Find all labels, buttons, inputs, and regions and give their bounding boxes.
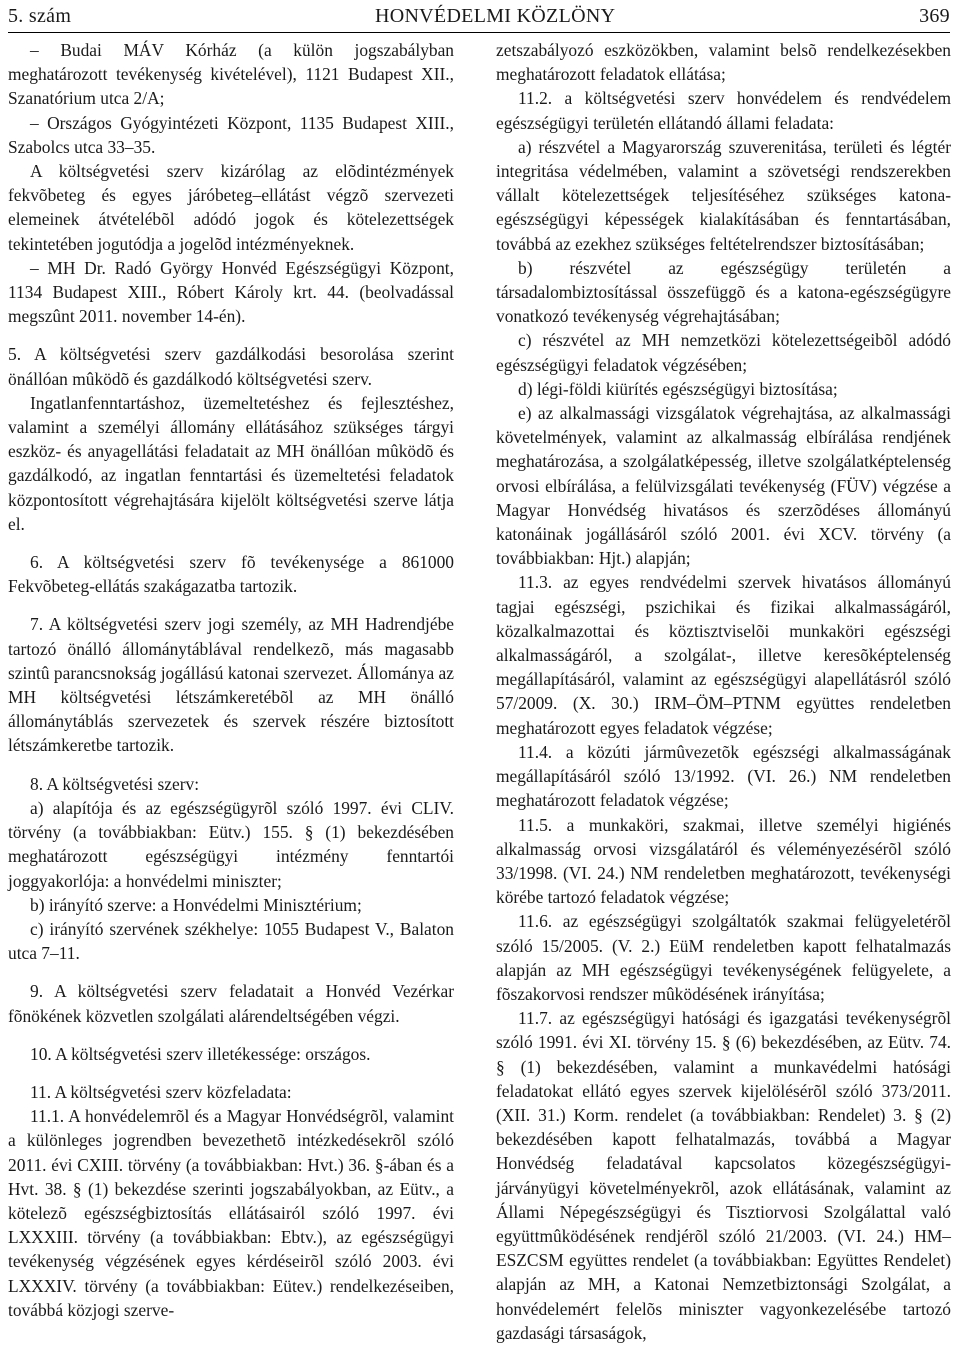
paragraph: 5. A költségvetési szerv gazdálkodási besorolása szerint önállóan mûködõ és gazdálkodó költségvetési szerv.: [8, 344, 454, 389]
paragraph: e) az alkalmassági vizsgálatok végrehajtása, az alkalmassági követelmények, valamint az alkalmasság elbírálása rendjének meghatározása, a szolgálatképesség, illetve szolgálatképtelenség orvosi elbírálása, a felülvizsgálati tevékenység (FÜV) végzése a Magyar Honvédség hivatásos és szerzõdéses állományú katonáinak jogállásáról szóló 2001. évi XCV. törvény (a továbbiakban: Hjt.) alapján;: [496, 403, 951, 569]
paragraph: 11.6. az egészségügyi szolgáltatók szakmai felügyeletérõl szóló 15/2005. (V. 2.) EüM rendeletben kapott felhatalmazás alapján az MH egészségügyi tevékenységének felügyelete, a fõszakorvosi rendszer mûködésének irányítása;: [496, 911, 951, 1004]
paragraph: Ingatlanfenntartáshoz, üzemeltetéshez és fejlesztéshez, valamint a személyi állomány ellátásához szükséges tárgyi eszköz- és anyagellátási feladatait az MH önállóan mûködõ és gazdálkodó, az ingatlan fenntartási és üzemeltetési feladatok központosított végrehajtására kijelölt költségvetési szerve látja el.: [8, 392, 454, 534]
page-number: 369: [919, 4, 950, 27]
paragraph: 9. A költségvetési szerv feladatait a Honvéd Vezérkar fõnökének közvetlen szolgálati alárendeltségében végzi.: [8, 981, 454, 1026]
paragraph: c) részvétel az MH nemzetközi kötelezettségeibõl adódó egészségügyi feladatok végzésében;: [496, 330, 951, 375]
paragraph: – Budai MÁV Kórház (a külön jogszabályban meghatározott tevékenység kivételével), 1121 Budapest XII., Szanatórium utca 2/A;: [8, 40, 454, 109]
paragraph-gap: [8, 965, 454, 979]
publication-title: HONVÉDELMI KÖZLÖNY: [374, 4, 616, 27]
paragraph: 6. A költségvetési szerv fõ tevékenysége a 861000 Fekvõbeteg-ellátás szakágazatba tartozik.: [8, 552, 454, 597]
paragraph: b) irányító szerve: a Honvédelmi Minisztérium;: [30, 894, 362, 915]
paragraph: 11.1. A honvédelemrõl és a Magyar Honvédségrõl, valamint a különleges jogrendben bevezethetõ intézkedésekrõl szóló 2011. évi CXIII. törvény (a továbbiakban: Hvt.) 36. §-ában és a Hvt. 38. § (1) bekezdése szerinti jogszabályokban, az Eütv., a kötelezõ egészségbiztosítás ellátásairól szóló 1997. évi LXXXIII. törvény (a továbbiakban: Ebtv.), az egészségügyi tevékenység végzésének egyes kérdéseirõl szóló 2003. évi LXXXIV. törvény (a továbbiakban: Eütev.) rendelkezéseiben, továbbá közjogi szerve-: [8, 1106, 454, 1320]
paragraph-gap: [8, 536, 454, 550]
issue-number: 5. szám: [8, 4, 72, 27]
paragraph: 10. A költségvetési szerv illetékessége: országos.: [30, 1043, 371, 1064]
paragraph: – Országos Gyógyintézeti Központ, 1135 Budapest XIII., Szabolcs utca 33–35.: [8, 112, 454, 157]
paragraph: 11.3. az egyes rendvédelmi szervek hivatásos állományú tagjai egészségi, pszichikai és fizikai alkalmasságáról, közalkalmazottai és köztisztviselõi munkaköri egészségi alkalmasságáról, a szolgálat-, illetve keresõképtelenség megállapításáról, valamint az egészségügyi alapellátásról szóló 57/2009. (X. 30.) IRM–ÖM–PTNM együttes rendeletben meghatározott egyes feladatok végzése;: [496, 572, 951, 738]
paragraph: zetszabályozó eszközökben, valamint belsõ rendelkezésekben meghatározott feladatok ellátása;: [496, 40, 951, 85]
paragraph: 11.7. az egészségügyi hatósági és igazgatási tevékenységrõl szóló 1991. évi XI. törvény 15. § (6) bekezdésében, az Eütv. 74. § (1) bekezdésében, valamint a munkavédelmi hatósági feladatokat ellátó egyes szervek kijelölésérõl szóló 373/2011. (XII. 31.) Korm. rendelet (a továbbiakban: Rendelet) 3. § (2) bekezdésében kapott felhatalmazás, továbbá a Magyar Honvédség feladatával kapcsolatos közegészségügyi-járványügyi követelményekrõl, azok ellátásának, valamint az Állami Népegészségügyi és Tisztiorvosi Szolgálattal való együttmûködésének rendjérõl szóló 21/2003. (VI. 24.) HM–ESZCSM együttes rendelet (a továbbiakban: Együttes Rendelet) alapján az MH, a Katonai Nemzetbiztonsági Szolgálat, a honvédelemért felelõs miniszter vagyonkezelésébe tartozó gazdasági társaságok,: [496, 1008, 951, 1343]
paragraph-gap: [8, 598, 454, 612]
paragraph: c) irányító szervének székhelye: 1055 Budapest V., Balaton utca 7–11.: [8, 918, 454, 964]
paragraph-gap: [8, 1066, 454, 1080]
header-divider: [8, 32, 950, 33]
paragraph: d) légi-földi kiürítés egészségügyi biztosítása;: [518, 378, 838, 399]
paragraph: a) részvétel a Magyarország szuverenitása, területi és légtér integritása védelmében, valamint a szövetségi rendszerekben vállalt kötelezettségek teljesítéséhez szükséges katona-egészségügyi képességek kialakításában és fenntartásában, továbbá az ezekhez szükséges feltételrendszer biztosításában;: [496, 136, 951, 254]
paragraph: 11.2. a költségvetési szerv honvédelem és rendvédelem egészségügyi területén ellátandó állami feladata:: [496, 88, 951, 133]
paragraph: A költségvetési szerv kizárólag az elõdintézmények fekvõbeteg és egyes járóbeteg–ellátást végzõ szervezeti elemeinek átvételébõl adódó jogok és kötelezettségek tekintetében jogutódja a jogelõd intézményeknek.: [8, 161, 454, 254]
paragraph-gap: [8, 1028, 454, 1042]
right-column: [496, 38, 951, 1345]
paragraph: 8. A költségvetési szerv:: [30, 773, 200, 794]
paragraph-gap: [8, 758, 454, 772]
paragraph: 7. A költségvetési szerv jogi személy, az MH Hadrendjébe tartozó önálló állománytáblával rendelkezõ, más magasabb szintû parancsnokság jogállású katonai szervezet. Állománya az MH költségvetési létszámkeretébõl az MH önálló állománytáblás szervezetek és szervek részére biztosított létszámkeretbe tartozik.: [8, 614, 454, 756]
paragraph: b) részvétel az egészségügy területén a társadalombiztosítással összefüggõ és a katona-egészségügyre vonatkozó tevékenység végrehajtásában;: [496, 257, 951, 327]
paragraph: 11. A költségvetési szerv közfeladata:: [30, 1081, 292, 1102]
paragraph: – MH Dr. Radó György Honvéd Egészségügyi Központ, 1134 Budapest XIII., Róbert Károly krt. 44. (beolvadással megszûnt 2011. november 14-én).: [8, 257, 454, 327]
paragraph-gap: [8, 328, 454, 342]
page-header: [8, 2, 950, 30]
left-column: [8, 38, 454, 1322]
paragraph: a) alapítója és az egészségügyrõl szóló 1997. évi CLIV. törvény (a továbbiakban: Eütv.) 155. § (1) bekezdésében meghatározott egészségügyi intézmény fenntartói joggyakorlója: a honvédelmi miniszter;: [8, 797, 454, 891]
paragraph: 11.4. a közúti jármûvezetõk egészségi alkalmasságának megállapításáról szóló 13/1992. (VI. 26.) NM rendeletben meghatározott feladatok végzése;: [496, 741, 951, 811]
paragraph: 11.5. a munkaköri, szakmai, illetve személyi higiénés alkalmasság orvosi vizsgálatáról és véleményezésérõl szóló 33/1998. (VI. 24.) NM rendeletben meghatározott, tevékenységi körébe tartozó feladatok végzése;: [496, 814, 951, 908]
